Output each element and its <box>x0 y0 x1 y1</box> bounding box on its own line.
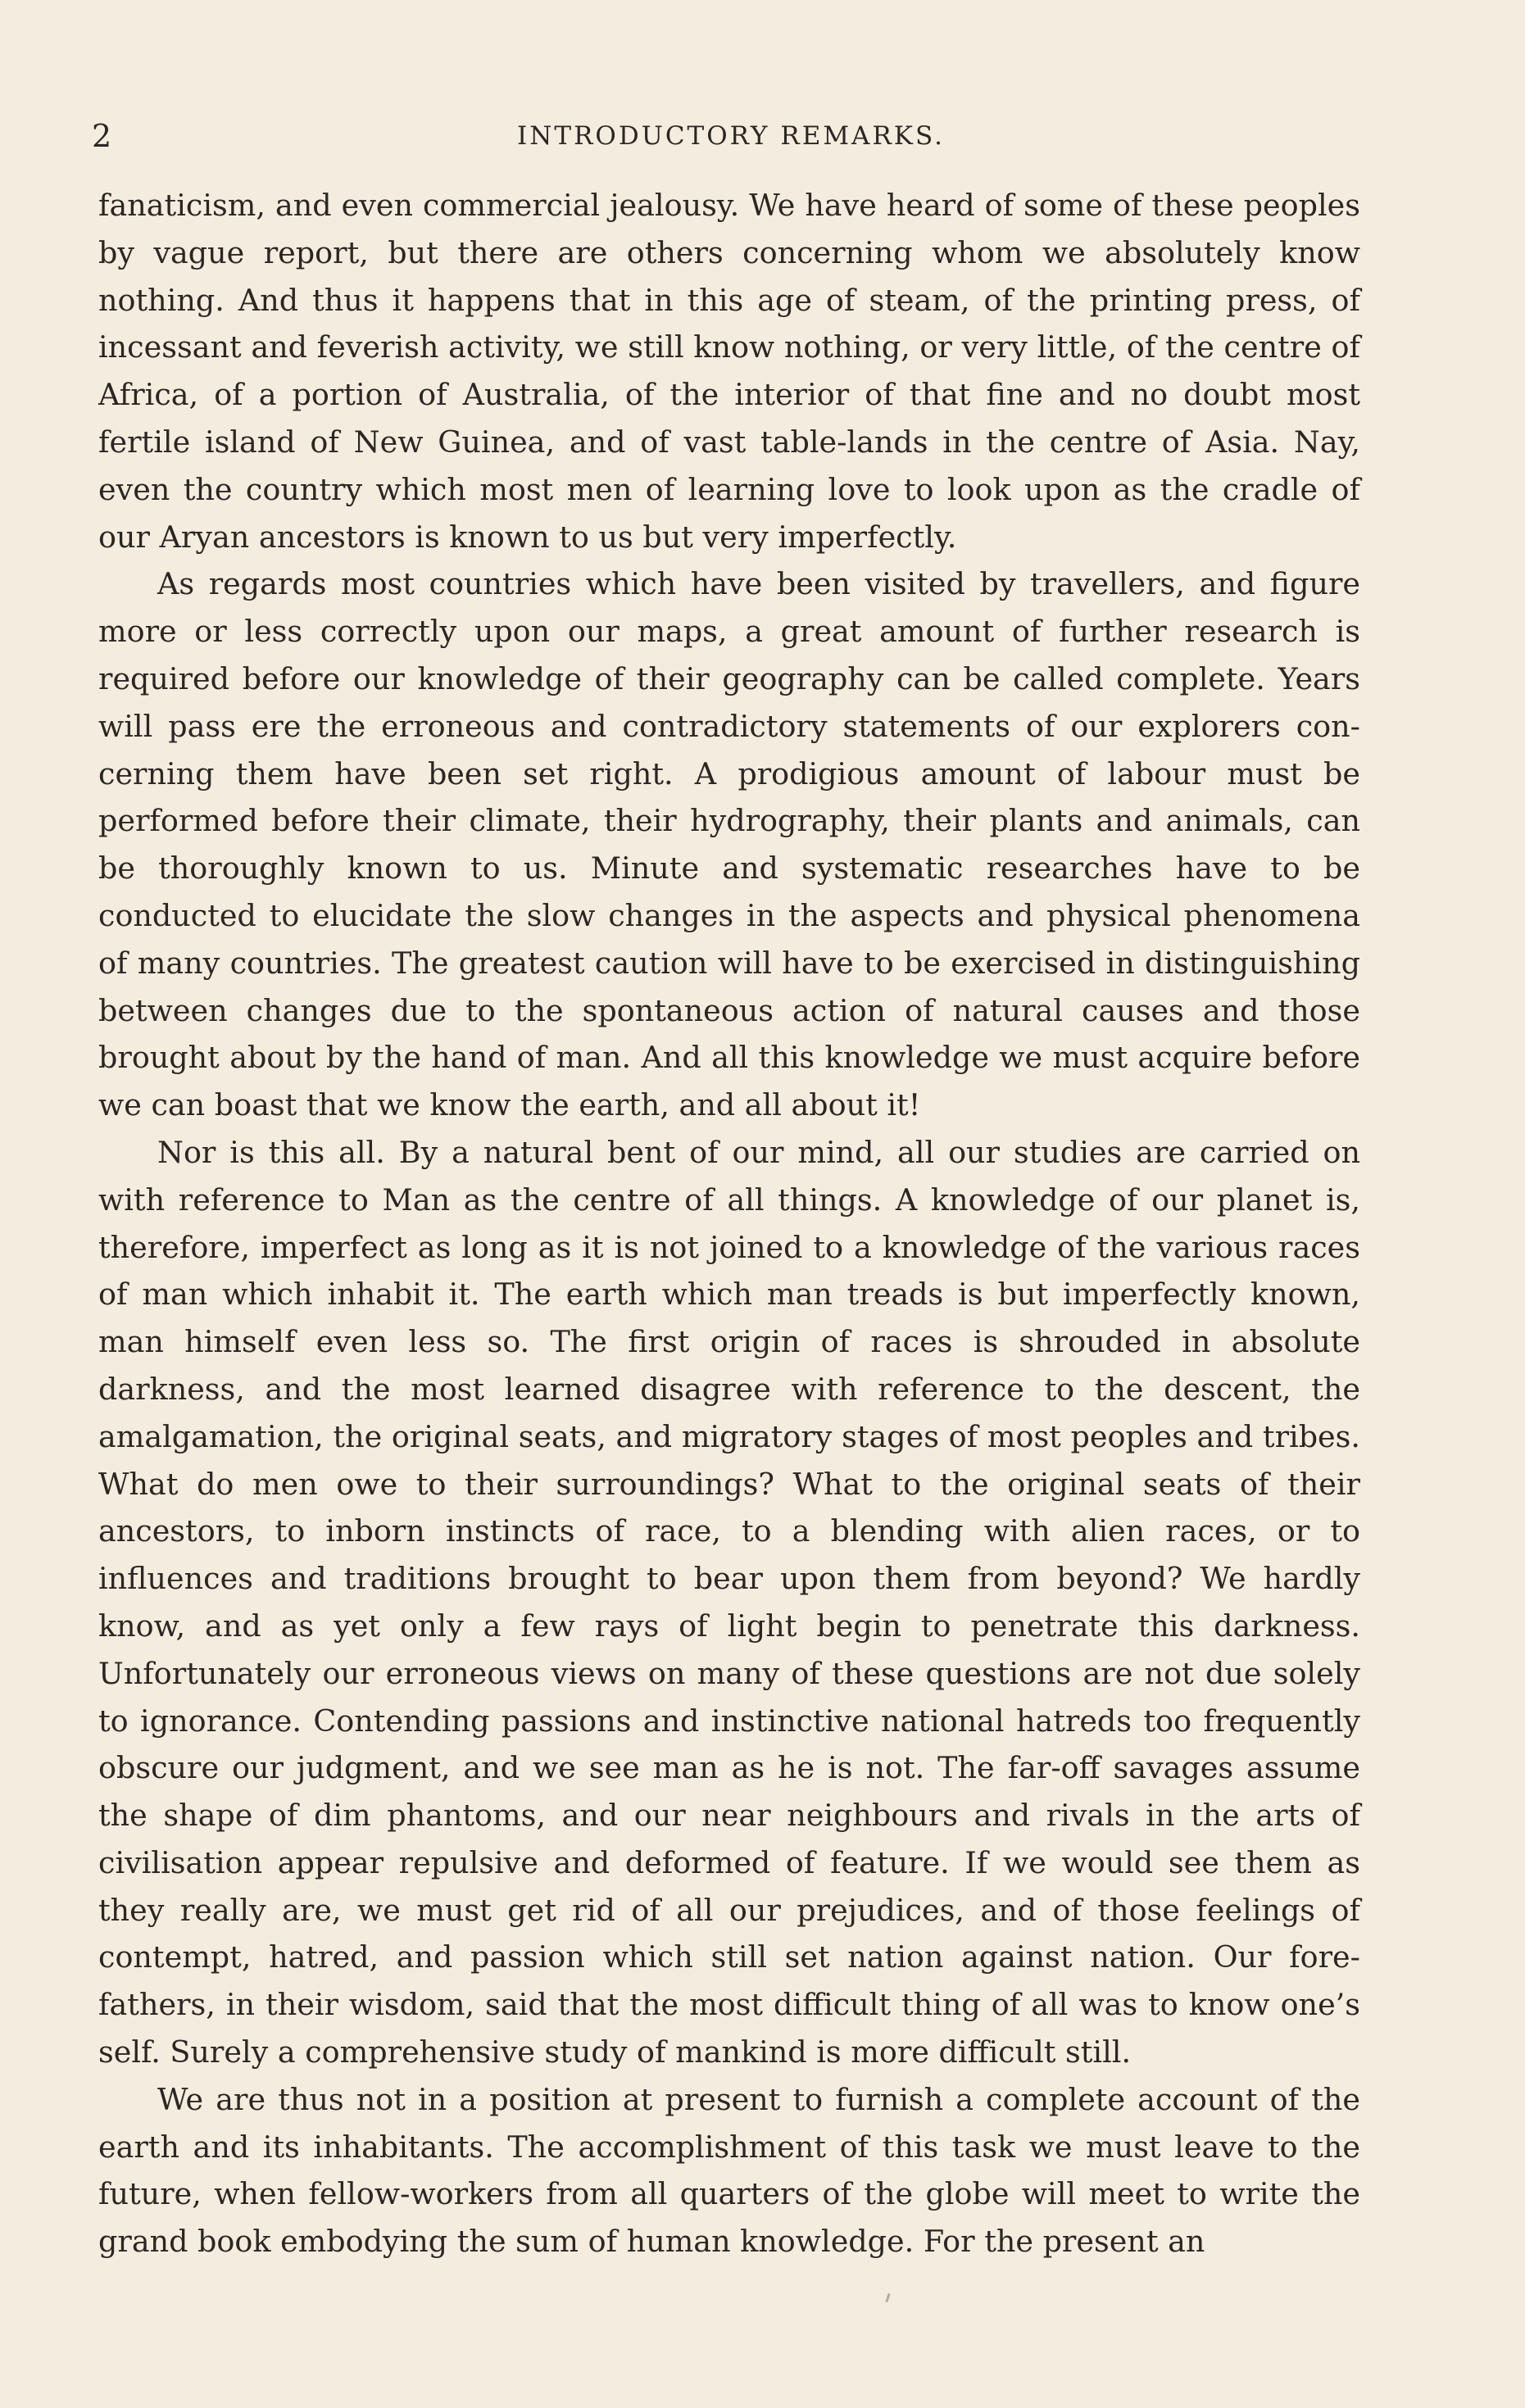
paragraph-countries: As regards most countries which have been visited by travellers, and figure more or less correctly upon our maps, a great amount of further research is required before our knowledge of their geography can be called complete. Years will pass ere the erroneous and contradictory statements of our explorers concerning them have been set right. A prodigious amount of labour must be performed before their climate, their hydrography, their plants and animals, can be thoroughly known to us. Minute and systematic researches have to be conducted to elucidate the slow changes in the aspects and physical phenomena of many countries. The greatest caution will have to be exercised in distinguishing between changes due to the spontaneous action of natural causes and those brought about by the hand of man. And all this knowledge we must acquire before we can boast that we know the earth, and all about it! <box>98 566 1360 1123</box>
paper-speck <box>885 2293 890 2302</box>
body-text <box>98 182 1360 2265</box>
running-head <box>92 111 1370 161</box>
paragraph-future-work: We are thus not in a position at present to furnish a complete account of the earth and its inhabitants. The accomplishment of this task we must leave to the future, when fellow-workers from all quarters of the globe will meet to write the grand book embodying the sum of human knowledge. For the present an <box>98 2081 1360 2260</box>
paragraph-races-of-man: Nor is this all. By a natural bent of our mind, all our studies are carried on with reference to Man as the centre of all things. A knowledge of our planet is, therefore, imperfect as long as it is not joined to a knowledge of the various races of man which inhabit it. The earth which man treads is but imperfectly known, man himself even less so. The first origin of races is shrouded in absolute darkness, and the most learned disagree with reference to the descent, the amalgamation, the original seats, and migratory stages of most peoples and tribes. What do men owe to their surroundings? What to the original seats of their ancestors, to inborn instincts of race, to a blending with alien races, or to influences and traditions brought to bear upon them from beyond? We hardly know, and as yet only a few rays of light begin to penetrate this darkness. Unfortunately our erroneous views on many of these questions are not due solely to ignorance. Contending passions and instinctive national hatreds too frequently obscure our judgment, and we see man as he is not. The far-off savages assume the shape of dim phantoms, and our near neighbours and rivals in the arts of civilisation appear repulsive and deformed of feature. If we would see them as they really are, we must get rid of all our prejudices, and of those feelings of contempt, hatred, and passion which still set nation against nation. Our forefathers, in their wisdom, said that the most difficult thing of all was to know one’s self. Surely a comprehensive study of mankind is more difficult still. <box>98 1134 1360 2070</box>
running-title: INTRODUCTORY REMARKS. <box>517 121 945 151</box>
page-number: 2 <box>92 118 113 154</box>
paragraph-continued: fanaticism, and even commercial jealousy. We have heard of some of these peoples by vague report, but there are others concerning whom we absolutely know nothing. And thus it happens that in this age of steam, of the printing press, of incessant and feverish activity, we still know nothing, or very little, of the centre of Africa, of a portion of Australia, of the interior of that fine and no doubt most fertile island of New Guinea, and of vast table-lands in the centre of Asia. Nay, even the country which most men of learning love to look upon as the cradle of our Aryan ancestors is known to us but very imperfectly. <box>98 188 1360 555</box>
